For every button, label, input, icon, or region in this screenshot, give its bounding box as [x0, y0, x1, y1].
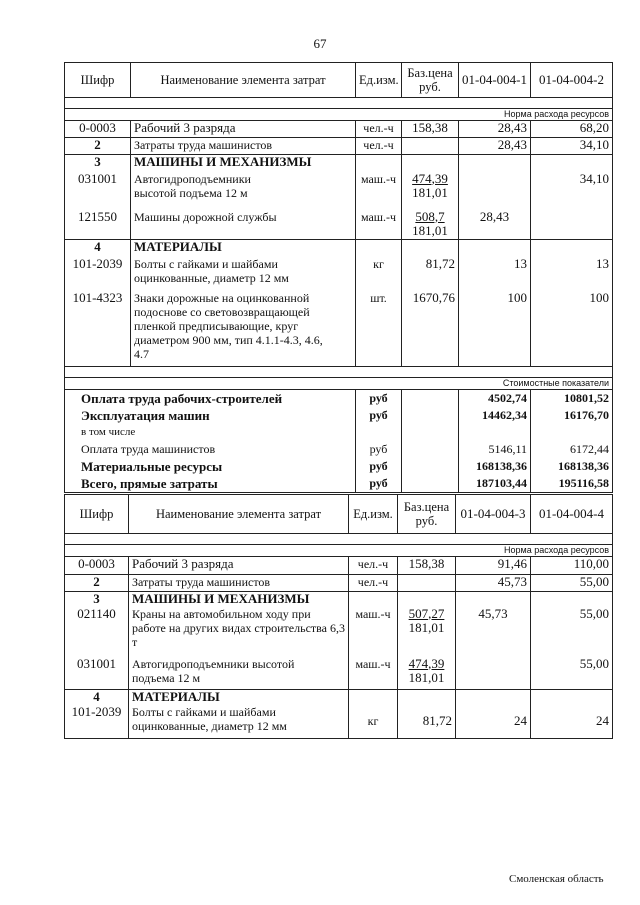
- summary-unit: руб: [356, 390, 402, 408]
- summary-unit: руб: [356, 475, 402, 493]
- summary-value-2: [531, 424, 613, 441]
- row-name: Болты с гайками и шайбами оцинкованные, диаметр 12 мм: [131, 257, 356, 291]
- summary-value-2: 16176,70: [531, 407, 613, 424]
- section-title: МАШИНЫ И МЕХАНИЗМЫ: [131, 155, 356, 172]
- row-unit: маш.-ч: [349, 607, 398, 657]
- price-operator-wage: 181,01: [412, 222, 448, 238]
- row-value-1: 100: [459, 291, 531, 367]
- row-code: 0-0003: [65, 557, 129, 575]
- header-col1: 01-04-004-3: [456, 495, 531, 534]
- row-price: [398, 607, 456, 657]
- summary-value-2: 10801,52: [531, 390, 613, 408]
- summary-label: Эксплуатация машин: [65, 407, 356, 424]
- table-row: [65, 657, 613, 690]
- row-value-1: 45,73: [456, 607, 531, 657]
- header-code: Шифр: [65, 63, 131, 98]
- row-code: 031001: [65, 172, 131, 210]
- summary-unit: [356, 424, 402, 441]
- row-price: 158,38: [402, 121, 459, 138]
- row-value-1: 45,73: [456, 575, 531, 592]
- section-row: [65, 690, 613, 705]
- row-value-2: 68,20: [531, 121, 613, 138]
- price-machine: 474,39: [412, 170, 448, 186]
- summary-label: Всего, прямые затраты: [65, 475, 356, 493]
- spacer-row: [65, 534, 613, 545]
- summary-value-2: 6172,44: [531, 441, 613, 458]
- row-unit: чел.-ч: [356, 138, 402, 155]
- table-row: [65, 210, 613, 240]
- summary-label: в том числе: [65, 424, 356, 441]
- summary-row: [65, 424, 613, 441]
- band-norms-label: Норма расхода ресурсов: [65, 545, 613, 557]
- price-operator-wage: 181,01: [408, 669, 445, 685]
- spacer-row: [65, 367, 613, 378]
- table-row: [65, 705, 613, 739]
- row-code: 2: [65, 575, 129, 592]
- row-name: Знаки дорожные на оцинкованной подоснове со световозвращающей пленкой предписывающие, круг диаметром 900 мм, тип 4.1.1-4.3, 4.6, 4.7: [131, 291, 356, 367]
- row-unit: шт.: [356, 291, 402, 367]
- section-row: [65, 592, 613, 607]
- table-row: [65, 291, 613, 367]
- row-value-1: [456, 657, 531, 690]
- table-row: [65, 138, 613, 155]
- row-value-1: 28,43: [459, 210, 531, 240]
- summary-row: [65, 407, 613, 424]
- row-value-2: 24: [531, 705, 613, 739]
- row-value-2: 13: [531, 257, 613, 291]
- row-value-2: 55,00: [531, 657, 613, 690]
- summary-label: Оплата труда машинистов: [65, 441, 356, 458]
- row-price: 158,38: [398, 557, 456, 575]
- estimate-table-2: [64, 494, 613, 739]
- band-costs-label: Стоимостные показатели: [65, 378, 613, 390]
- summary-value-1: 5146,11: [459, 441, 531, 458]
- row-code: 0-0003: [65, 121, 131, 138]
- summary-unit: руб: [356, 458, 402, 475]
- section-code: 4: [65, 690, 129, 705]
- header-col2: 01-04-004-4: [531, 495, 613, 534]
- row-value-1: 28,43: [459, 121, 531, 138]
- row-value-2: 34,10: [531, 138, 613, 155]
- row-price: 1670,76: [402, 291, 459, 367]
- section-row: [65, 155, 613, 172]
- section-code: 4: [65, 240, 131, 257]
- row-value-1: 24: [456, 705, 531, 739]
- row-code: 031001: [65, 657, 129, 690]
- summary-value-1: 168138,36: [459, 458, 531, 475]
- row-name: Затраты труда машинистов: [129, 575, 349, 592]
- row-name: Автогидроподъемники высотой подъема 12 м: [129, 657, 349, 690]
- summary-value-1: 4502,74: [459, 390, 531, 408]
- row-value-2: 55,00: [531, 607, 613, 657]
- row-value-1: 91,46: [456, 557, 531, 575]
- row-price: [402, 172, 459, 210]
- row-unit: маш.-ч: [356, 172, 402, 210]
- row-name: Затраты труда машинистов: [131, 138, 356, 155]
- row-value-2: [531, 210, 613, 240]
- row-name: Автогидроподъемники высотой подъема 12 м: [131, 172, 356, 210]
- header-name: Наименование элемента затрат: [131, 63, 356, 98]
- row-price: [402, 138, 459, 155]
- table-header-row: [65, 63, 613, 98]
- row-value-2: 100: [531, 291, 613, 367]
- footer-region: Смоленская область: [509, 873, 604, 885]
- summary-value-1: 14462,34: [459, 407, 531, 424]
- row-name: Машины дорожной службы: [131, 210, 356, 240]
- section-row: [65, 240, 613, 257]
- price-machine: 508,7: [415, 208, 445, 224]
- summary-value-2: 168138,36: [531, 458, 613, 475]
- price-machine: 474,39: [408, 655, 445, 671]
- summary-value-2: 195116,58: [531, 475, 613, 493]
- row-unit: чел.-ч: [349, 575, 398, 592]
- section-code: 3: [65, 592, 129, 607]
- row-value-2: 110,00: [531, 557, 613, 575]
- row-unit: чел.-ч: [349, 557, 398, 575]
- row-code: 101-4323: [65, 291, 131, 367]
- table-row: [65, 257, 613, 291]
- row-price: [402, 210, 459, 240]
- header-col2: 01-04-004-2: [531, 63, 613, 98]
- header-col1: 01-04-004-1: [459, 63, 531, 98]
- row-price: 81,72: [402, 257, 459, 291]
- header-code: Шифр: [65, 495, 129, 534]
- header-unit: Ед.изм.: [349, 495, 398, 534]
- row-value-1: [459, 172, 531, 210]
- summary-row: [65, 475, 613, 493]
- section-code: 3: [65, 155, 131, 172]
- row-code: 121550: [65, 210, 131, 240]
- row-code: 101-2039: [65, 705, 129, 739]
- table-row: [65, 575, 613, 592]
- price-machine: 507,27: [408, 605, 445, 621]
- row-code: 021140: [65, 607, 129, 657]
- summary-label: Материальные ресурсы: [65, 458, 356, 475]
- row-unit: маш.-ч: [349, 657, 398, 690]
- band-norms: [65, 109, 613, 121]
- row-price: [398, 575, 456, 592]
- row-value-2: 55,00: [531, 575, 613, 592]
- section-title: МАШИНЫ И МЕХАНИЗМЫ: [129, 592, 349, 607]
- row-price: 81,72: [398, 705, 456, 739]
- row-unit: кг: [356, 257, 402, 291]
- table-header-row: [65, 495, 613, 534]
- spacer-row: [65, 98, 613, 109]
- row-value-1: 28,43: [459, 138, 531, 155]
- price-operator-wage: 181,01: [408, 619, 445, 635]
- row-price: [398, 657, 456, 690]
- estimate-table-1: [64, 62, 613, 493]
- row-name: Краны на автомобильном ходу при работе на других видах строительства 6,3 т: [129, 607, 349, 657]
- summary-unit: руб: [356, 441, 402, 458]
- row-name: Рабочий 3 разряда: [129, 557, 349, 575]
- row-value-2: 34,10: [531, 172, 613, 210]
- table-row: [65, 172, 613, 210]
- price-operator-wage: 181,01: [412, 184, 448, 200]
- row-name: Болты с гайками и шайбами оцинкованные, диаметр 12 мм: [129, 705, 349, 739]
- summary-value-1: 187103,44: [459, 475, 531, 493]
- row-unit: чел.-ч: [356, 121, 402, 138]
- summary-row: [65, 458, 613, 475]
- row-unit: маш.-ч: [356, 210, 402, 240]
- row-code: 2: [65, 138, 131, 155]
- summary-row: [65, 390, 613, 408]
- row-name: Рабочий 3 разряда: [131, 121, 356, 138]
- summary-row: [65, 441, 613, 458]
- band-norms: [65, 545, 613, 557]
- row-code: 101-2039: [65, 257, 131, 291]
- header-price: Баз.цена руб.: [402, 63, 459, 98]
- summary-unit: руб: [356, 407, 402, 424]
- row-value-1: 13: [459, 257, 531, 291]
- header-unit: Ед.изм.: [356, 63, 402, 98]
- band-norms-label: Норма расхода ресурсов: [65, 109, 613, 121]
- table-row: [65, 607, 613, 657]
- header-price: Баз.цена руб.: [398, 495, 456, 534]
- band-costs: [65, 378, 613, 390]
- section-title: МАТЕРИАЛЫ: [131, 240, 356, 257]
- row-unit: кг: [349, 705, 398, 739]
- summary-value-1: [459, 424, 531, 441]
- header-name: Наименование элемента затрат: [129, 495, 349, 534]
- page-number: 67: [313, 36, 327, 51]
- section-title: МАТЕРИАЛЫ: [129, 690, 349, 705]
- table-row: [65, 557, 613, 575]
- summary-label: Оплата труда рабочих-строителей: [65, 390, 356, 408]
- table-row: [65, 121, 613, 138]
